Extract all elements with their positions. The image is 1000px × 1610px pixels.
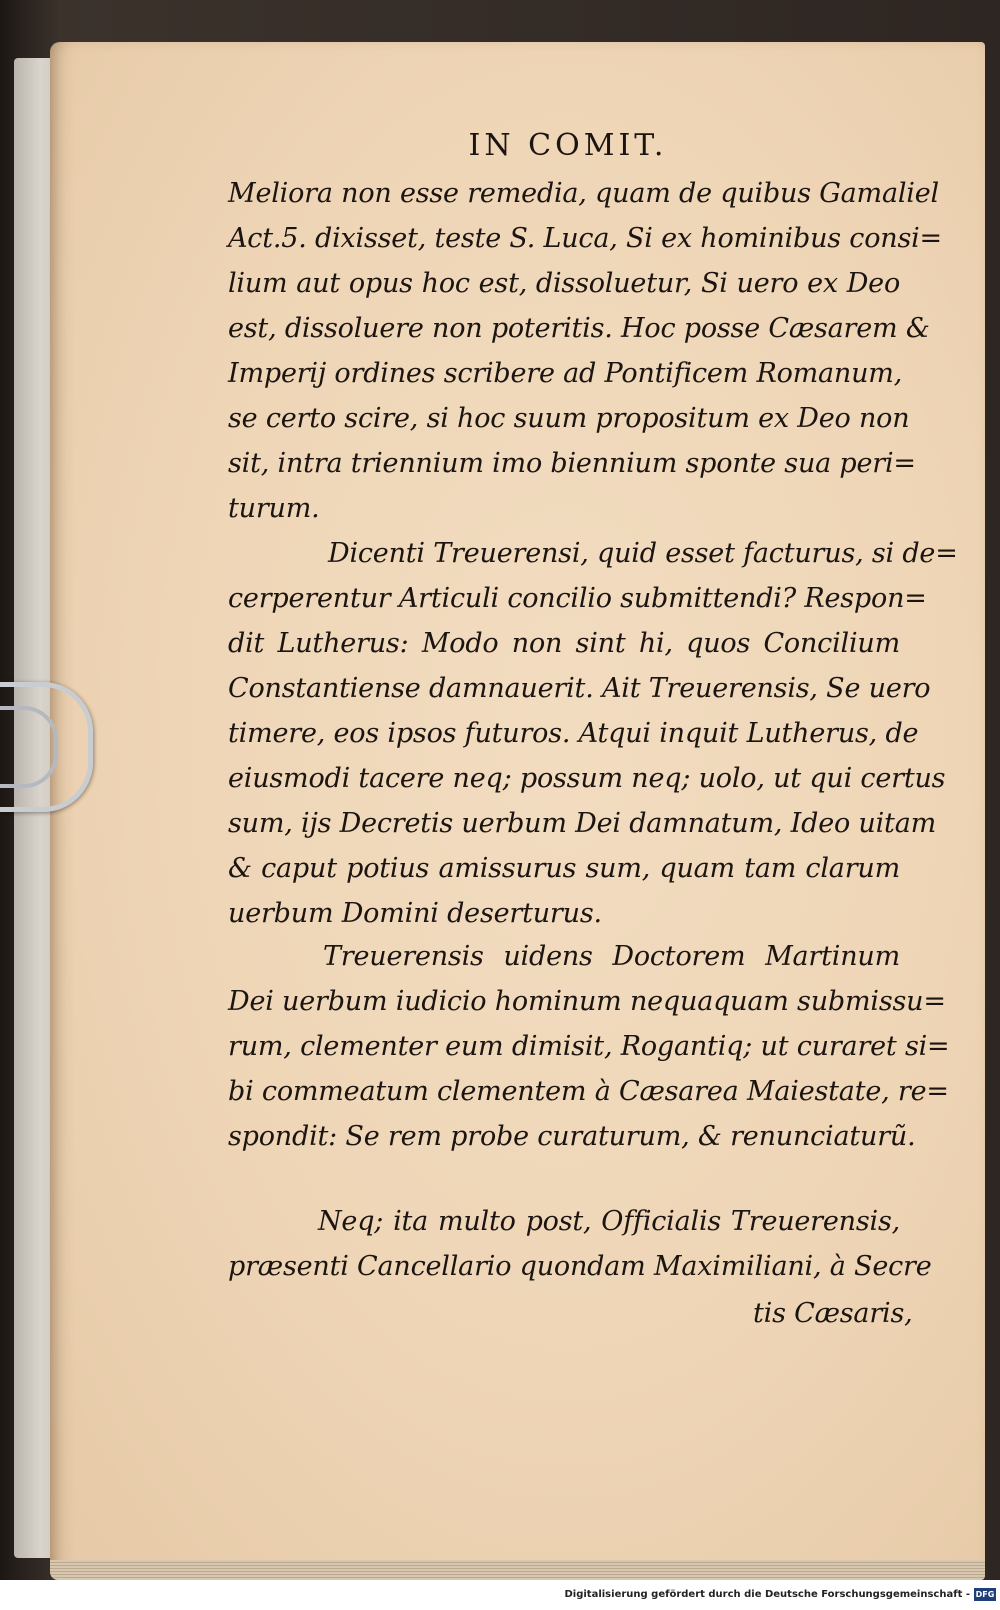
text-line: Constantiense damnauerit. Ait Treuerensis, Se uero [228, 673, 931, 704]
text-line: spondit: Se rem probe curaturum, & renunciaturũ. [228, 1121, 916, 1152]
text-line: Imperij ordines scribere ad Pontificem Romanum, [228, 358, 903, 389]
digitization-footer [0, 1580, 1000, 1610]
text-line: cerperentur Articuli concilio submittendi? Respon= [228, 583, 927, 614]
funding-credit: Digitalisierung gefördert durch die Deutsche Forschungsgemeinschaft - [564, 1589, 970, 1600]
text-line: rum, clementer eum dimisit, Rogantiq; ut curaret si= [228, 1031, 950, 1062]
paper-clip-inner-loop [0, 706, 58, 788]
text-line: præsenti Cancellario quondam Maximiliani, à Secre [228, 1251, 932, 1282]
text-line: dit Lutherus: Modo non sint hi, quos Concilium [228, 628, 900, 659]
page-stack-edges [50, 1560, 985, 1580]
running-head: IN COMIT. [468, 128, 668, 163]
text-line: Act.5. dixisset, teste S. Luca, Si ex hominibus consi= [228, 223, 942, 254]
text-line: lium aut opus hoc est, dissoluetur, Si uero ex Deo [228, 268, 900, 299]
text-line: bi commeatum clementem à Cæsarea Maiestate, re= [228, 1076, 949, 1107]
catchword-line: tis Cæsaris, [753, 1298, 913, 1329]
text-line: se certo scire, si hoc suum propositum ex Deo non [228, 403, 910, 434]
text-line: turum. [228, 493, 320, 524]
text-line: eiusmodi tacere neq; possum neq; uolo, ut qui certus [228, 763, 946, 794]
text-line: timere, eos ipsos futuros. Atqui inquit Lutherus, de [228, 718, 919, 749]
text-line: Neq; ita multo post, Officialis Treuerensis, [318, 1206, 900, 1237]
text-line: Meliora non esse remedia, quam de quibus Gamaliel [228, 178, 939, 209]
text-line: est, dissoluere non poteritis. Hoc posse Cæsarem & [228, 313, 930, 344]
text-line: sit, intra triennium imo biennium sponte sua peri= [228, 448, 916, 479]
text-line: & caput potius amissurus sum, quam tam clarum [228, 853, 900, 884]
text-line: sum, ijs Decretis uerbum Dei damnatum, Ideo uitam [228, 808, 937, 839]
dfg-logo-icon: DFG [975, 1590, 995, 1599]
text-line: Dei uerbum iudicio hominum nequaquam submissu= [228, 986, 946, 1017]
text-line: uerbum Domini deserturus. [228, 898, 602, 929]
text-line: Dicenti Treuerensi, quid esset facturus, si de= [328, 538, 958, 569]
text-line: Treuerensis uidens Doctorem Martinum [323, 941, 900, 972]
